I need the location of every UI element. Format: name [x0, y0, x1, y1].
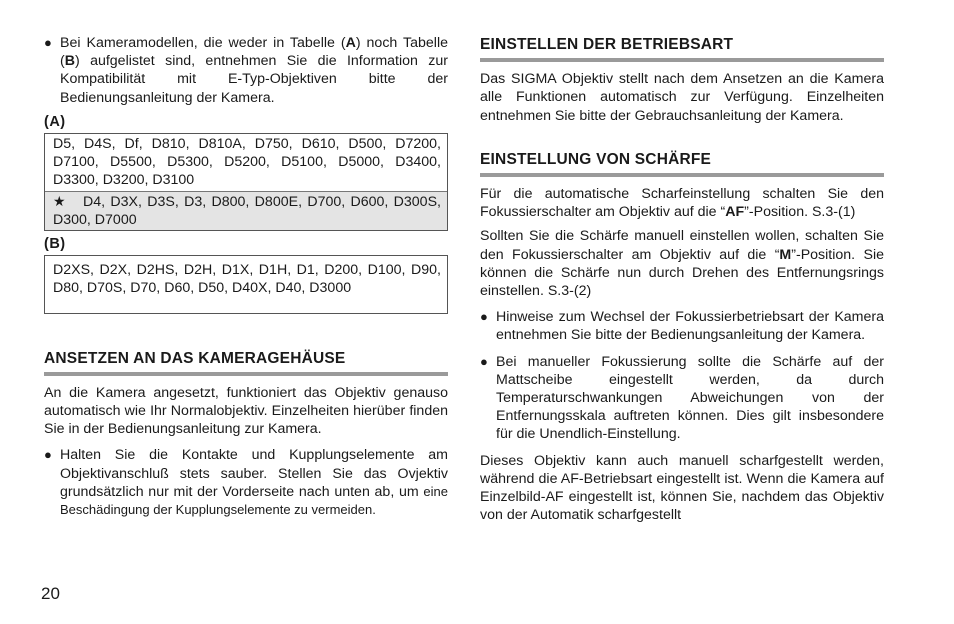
table-a-row-1: D5, D4S, Df, D810, D810A, D750, D610, D500, D7200, D7100, D5500, D5300, D5200, D5100, D5000, D3400, D3300, D3200, D3100	[53, 136, 441, 189]
section-heading-attach: ANSETZEN AN DAS KAMERAGEHÄUSE	[44, 350, 448, 376]
table-a-row-2: ★ D4, D3X, D3S, D3, D800, D800E, D700, D600, D300S, D300, D7000	[45, 191, 447, 230]
bullet-icon: ●	[44, 447, 52, 463]
attach-bullet: ● Halten Sie die Kontakte und Kupplungselemente am Objektivanschluß stets sauber. Stellen Sie das Ovjektiv grundsätzlich nur mit der Vorderseite nach unten ab, um eine Beschädingung der Kupplungselemente zu vermeiden.	[44, 447, 448, 518]
bullet-icon: ●	[480, 309, 488, 325]
page-number: 20	[41, 584, 60, 603]
table-a-label: (A)	[44, 113, 66, 130]
bullet-icon: ●	[480, 353, 488, 369]
right-column	[480, 36, 884, 524]
left-column	[44, 34, 448, 519]
star-icon: ★	[53, 193, 68, 210]
table-b	[44, 255, 448, 313]
focus-bullet-1: ● Hinweise zum Wechsel der Fokussierbetriebsart der Kamera entnehmen Sie bitte der Bedienungsanleitung der Kamera.	[480, 309, 884, 344]
bullet-icon: ●	[44, 35, 52, 50]
compatibility-note: ● Bei Kameramodellen, die weder in Tabelle (A) noch Tabelle (B) aufgelistet sind, entnehmen Sie die Information zur Kompatibilität mit E-Typ-Objektiven bitte der Bedienungsanleitung der Kamera.	[44, 35, 448, 106]
focus-paragraph-3: Dieses Objektiv kann auch manuell scharfgestellt werden, während die AF-Betriebsart eingestellt ist. Wenn die Kamera auf Einzelbild-AF eingestellt ist, können Sie, nachdem das Objektiv von der Automatik scharfgestellt	[480, 452, 884, 524]
focus-paragraph-2: Sollten Sie die Schärfe manuell einstellen wollen, schalten Sie den Fokussierschalter am Objektiv auf die “M”-Position. Sie können die Schärfe nun durch Drehen des Entfernungsrings einstellen. S.3-(2)	[480, 228, 884, 300]
section-heading-mode: EINSTELLEN DER BETRIEBSART	[480, 36, 884, 62]
table-a	[44, 133, 448, 231]
table-b-row-1: D2XS, D2X, D2HS, D2H, D1X, D1H, D1, D200, D100, D90, D80, D70S, D70, D60, D50, D40X, D40, D3000	[53, 262, 441, 297]
focus-bullet-2: ● Bei manueller Fokussierung sollte die Schärfe auf der Mattscheibe eingestellt werden, da durch Temperaturschwankungen Abweichungen von der Entfernungsskala auftreten können. Dies gilt insbesondere für die Unendlich-Einstellung.	[480, 353, 884, 443]
mode-paragraph: Das SIGMA Objektiv stellt nach dem Ansetzen an die Kamera alle Funktionen automatisch zur Verfügung. Einzelheiten entnehmen Sie bitte der Gebrauchsanleitung der Kamera.	[480, 71, 884, 124]
table-b-label: (B)	[44, 236, 66, 253]
attach-paragraph: An die Kamera angesetzt, funktioniert das Objektiv genauso automatisch wie Ihr Normalobjektiv. Einzelheiten hierüber finden Sie in der Bedienungsanleitung zur Kamera.	[44, 384, 448, 438]
section-heading-focus: EINSTELLUNG VON SCHÄRFE	[480, 151, 884, 177]
focus-paragraph-1: Für die automatische Scharfeinstellung schalten Sie den Fokussierschalter am Objektiv auf die “AF”-Position. S.3-(1)	[480, 186, 884, 221]
